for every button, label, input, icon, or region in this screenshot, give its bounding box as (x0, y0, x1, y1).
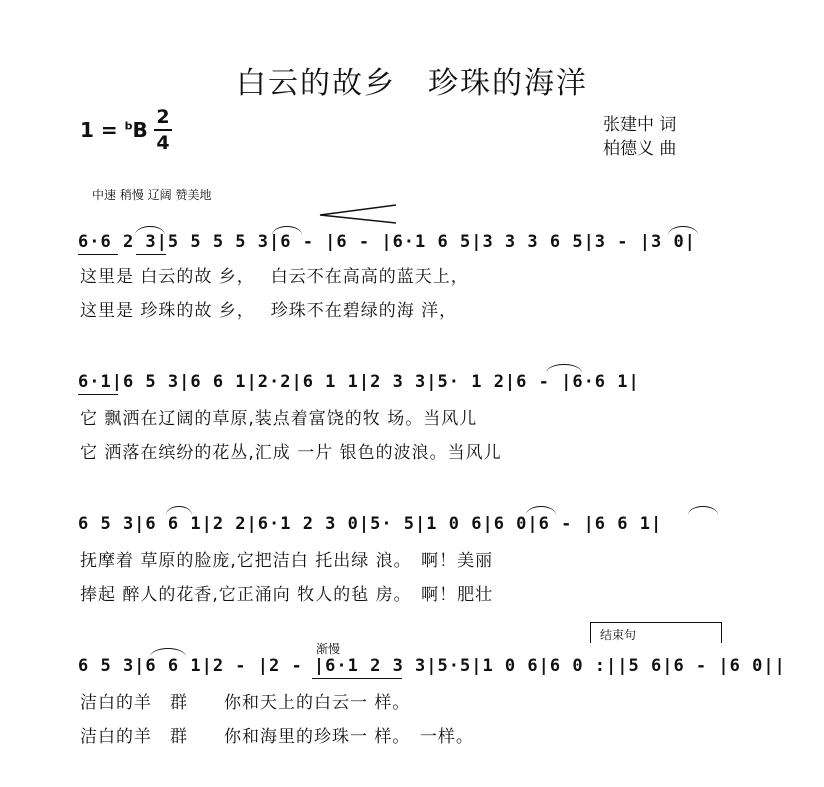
notation-line-3: 6 5 3|6 6 1|2 2|6·1 2 3 0|5· 5|1 0 6|6 0|6 - |6 6 1| (78, 514, 663, 534)
song-title: 白云的故乡 珍珠的海洋 (236, 66, 588, 101)
slur (526, 506, 556, 515)
time-denominator: 4 (156, 132, 170, 154)
key-tonic: B (132, 118, 148, 142)
flat-sign: b (124, 119, 133, 133)
key-prefix: 1 = (80, 118, 125, 142)
beam (78, 394, 118, 395)
time-numerator: 2 (156, 106, 170, 128)
slur (166, 506, 192, 515)
slur (688, 506, 718, 515)
beam (78, 254, 118, 255)
lyrics-line-2a: 它 飘洒在辽阔的草原,装点着富饶的牧 场。当风儿 (80, 409, 478, 429)
slur (272, 226, 302, 235)
time-signature (154, 106, 172, 154)
slur (135, 226, 165, 235)
beam (312, 678, 402, 679)
ritardando-marking: 渐慢 (316, 642, 341, 656)
tempo-marking: 中速 稍慢 辽阔 赞美地 (92, 188, 212, 202)
slur (668, 226, 698, 235)
lyrics-line-3b: 捧起 醉人的花香,它正涌向 牧人的毡 房。 啊！肥壮 (80, 585, 494, 605)
lyrics-line-3a: 抚摩着 草原的脸庞,它把洁白 托出绿 浪。 啊！美丽 (80, 551, 494, 571)
slur (546, 364, 582, 373)
lyrics-line-1b: 这里是 珍珠的故 乡， 珍珠不在碧绿的海 洋， (80, 301, 458, 321)
key-signature (80, 118, 148, 142)
notation-line-1: 6·6 2 3|5 5 5 5 3|6 - |6 - |6·1 6 5|3 3 3 6 5|3 - |3 0| (78, 232, 696, 252)
lyrics-line-2b: 它 洒落在缤纷的花丛,汇成 一片 银色的波浪。当风儿 (80, 443, 502, 463)
crescendo-hairpin (318, 203, 398, 225)
ending-label: 结束句 (600, 628, 637, 642)
slur (150, 648, 186, 657)
notation-line-2: 6·1|6 5 3|6 6 1|2·2|6 1 1|2 3 3|5· 1 2|6 - |6·6 1| (78, 372, 640, 392)
lyrics-line-4a: 洁白的羊 群 你和天上的白云一 样。 (80, 693, 411, 713)
beam (136, 254, 166, 255)
notation-line-4: 6 5 3|6 6 1|2 - |2 - |6·1 2 3 3|5·5|1 0 6|6 0 :||5 6|6 - |6 0|| (78, 656, 786, 676)
lyricist-credit: 张建中 词 (603, 115, 677, 135)
lyrics-line-1a: 这里是 白云的故 乡， 白云不在高高的蓝天上， (80, 267, 469, 287)
lyrics-line-4b: 洁白的羊 群 你和海里的珍珠一 样。 一样。 (80, 727, 474, 747)
composer-credit: 柏德义 曲 (603, 139, 677, 159)
